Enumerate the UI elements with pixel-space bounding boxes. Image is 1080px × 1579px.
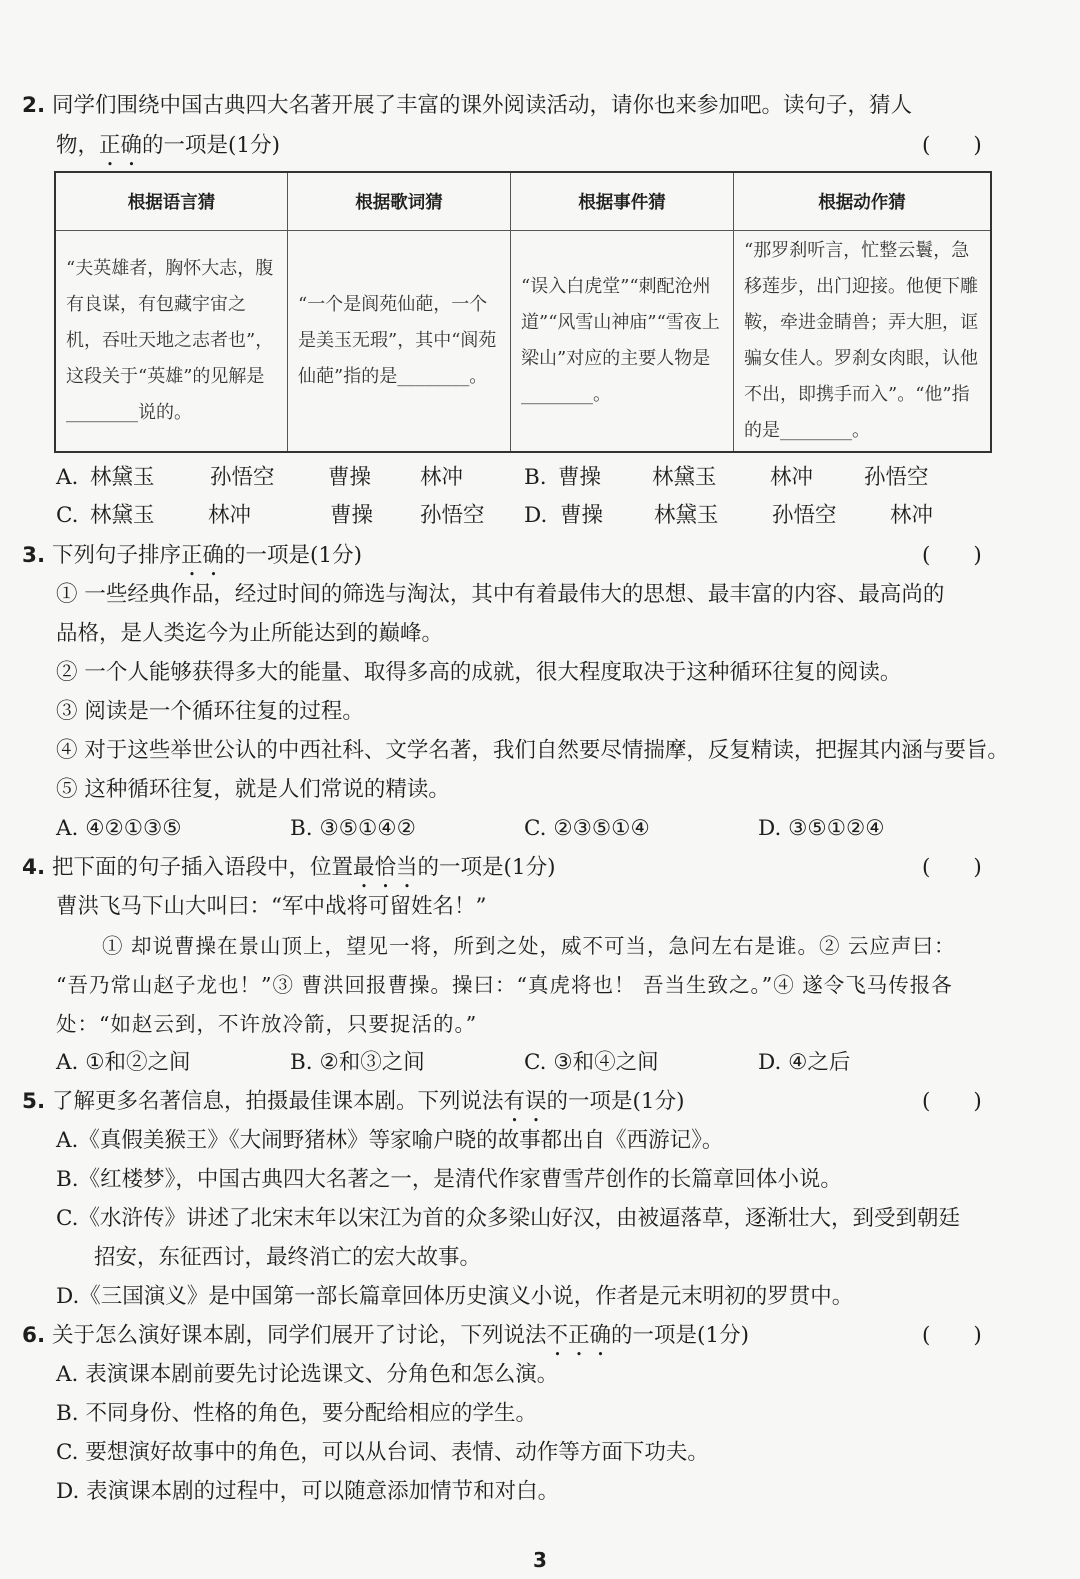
q6-stem (22, 1321, 749, 1361)
option-name: 林黛玉 (652, 465, 717, 490)
option-name: 孙悟空 (210, 465, 275, 490)
table-header: 根据歌词猜 (288, 172, 511, 231)
q2-stem-text: 同学们围绕中国古典四大名著开展了丰富的课外阅读活动，请你也来参加吧。读句子，猜人 (51, 93, 912, 118)
q5-emphasis: 有误 (503, 1089, 547, 1114)
q2-stem-line2 (56, 131, 280, 171)
q4-passage-line3: 处：“如赵云到，不许放冷箭，只要捉活的。” (56, 1012, 478, 1036)
q4-option-a[interactable]: A. ①和②之间 (56, 1050, 191, 1075)
q4-stem-part: 把下面的句子插入语段中，位置 (51, 855, 353, 880)
option-name: 孙悟空 (864, 465, 929, 490)
q5-option-d[interactable]: D.《三国演义》是中国第一部长篇章回体历史演义小说，作者是元末明初的罗贯中。 (56, 1284, 854, 1309)
table-header: 根据语言猜 (55, 172, 288, 231)
option-letter: B. (524, 465, 547, 490)
option-name: 林冲 (420, 465, 464, 490)
q3-sentence-5: ⑤ 这种循环往复，就是人们常说的精读。 (56, 777, 450, 802)
option-letter: D. (524, 503, 548, 528)
q3-sentence-3: ③ 阅读是一个循环往复的过程。 (56, 699, 364, 724)
q3-option-b[interactable]: B. ③⑤①④② (290, 816, 416, 841)
q3-sentence-2: ② 一个人能够获得多大的能量、取得多高的成就，很大程度取决于这种循环往复的阅读。 (56, 660, 902, 685)
table-cell: “误入白虎堂”“刺配沧州道”“风雪山神庙”“雪夜上梁山”对应的主要人物是________。 (511, 231, 734, 453)
option-name: 曹操 (328, 465, 372, 490)
q4-answer-paren[interactable]: ( ) (922, 855, 982, 880)
q3-sentence-1-cont: 品格，是人类迄今为止所能达到的巅峰。 (56, 621, 444, 646)
table-header: 根据事件猜 (511, 172, 734, 231)
q3-option-a[interactable]: A. ④②①③⑤ (56, 816, 182, 841)
q6-emphasis: 不正确 (546, 1323, 612, 1348)
q6-option-d[interactable]: D. 表演课本剧的过程中，可以随意添加情节和对白。 (56, 1479, 560, 1504)
q4-option-d[interactable]: D. ④之后 (758, 1050, 851, 1075)
q5-option-b[interactable]: B.《红楼梦》，中国古典四大名著之一，是清代作家曹雪芹创作的长篇章回体小说。 (56, 1167, 842, 1192)
q2-emphasis: 正确 (99, 133, 143, 158)
option-name: 孙悟空 (772, 503, 837, 528)
q3-stem-part: 的一项是(1分) (224, 543, 362, 568)
q4-option-c[interactable]: C. ③和④之间 (524, 1050, 659, 1075)
q4-number: 4. (22, 855, 46, 880)
q3-answer-paren[interactable]: ( ) (922, 543, 982, 568)
q3-stem (22, 541, 362, 581)
option-name: 曹操 (560, 503, 604, 528)
option-name: 林黛玉 (90, 465, 155, 490)
option-name: 林冲 (770, 465, 814, 490)
q3-sentence-4: ④ 对于这些举世公认的中西社科、文学名著，我们自然要尽情揣摩，反复精读，把握其内涵与要旨。 (56, 738, 1009, 763)
q3-option-c[interactable]: C. ②③⑤①④ (524, 816, 650, 841)
q6-option-c[interactable]: C. 要想演好故事中的角色，可以从台词、表情、动作等方面下功夫。 (56, 1440, 709, 1465)
option-name: 曹操 (558, 465, 602, 490)
q2-answer-paren[interactable]: ( ) (922, 133, 982, 158)
q2-guess-table (54, 171, 992, 453)
option-name: 孙悟空 (420, 503, 485, 528)
q5-stem-part: 了解更多名著信息，拍摄最佳课本剧。下列说法 (51, 1089, 504, 1114)
q4-emphasis: 最恰当 (353, 855, 418, 880)
q5-option-a[interactable]: A.《真假美猴王》《大闹野猪林》等家喻户晓的故事都出自《西游记》。 (56, 1128, 724, 1153)
q6-number: 6. (22, 1323, 46, 1348)
q5-stem (22, 1087, 684, 1127)
q3-sentence-1: ① 一些经典作品，经过时间的筛选与淘汰，其中有着最伟大的思想、最丰富的内容、最高尚的 (56, 582, 945, 607)
q4-insert-sentence: 曹洪飞马下山大叫曰：“军中战将可留姓名！” (56, 894, 487, 919)
option-name: 林冲 (208, 503, 252, 528)
q6-stem-part: 的一项是(1分) (611, 1323, 749, 1348)
q5-option-c[interactable]: C.《水浒传》讲述了北宋末年以宋江为首的众多梁山好汉，由被逼落草，逐渐壮大，到受到朝廷 (56, 1206, 961, 1231)
q3-option-d[interactable]: D. ③⑤①②④ (758, 816, 885, 841)
q4-option-b[interactable]: B. ②和③之间 (290, 1050, 425, 1075)
q2-stem-line1 (22, 91, 912, 121)
q6-option-b[interactable]: B. 不同身份、性格的角色，要分配给相应的学生。 (56, 1401, 537, 1426)
option-letter: C. (56, 503, 79, 528)
q4-passage-line2: “吾乃常山赵子龙也！”③ 曹洪回报曹操。操曰：“真虎将也！ 吾当生致之。”④ 遂令飞马传报各 (56, 973, 953, 997)
q5-stem-part: 的一项是(1分) (546, 1089, 685, 1114)
q6-stem-part: 关于怎么演好课本剧，同学们展开了讨论，下列说法 (51, 1323, 547, 1348)
q4-passage-line1: ① 却说曹操在景山顶上，望见一将，所到之处，威不可当，急问左右是谁。② 云应声曰： (102, 934, 956, 958)
option-name: 林黛玉 (90, 503, 155, 528)
q4-stem (22, 853, 555, 893)
option-name: 林黛玉 (654, 503, 719, 528)
q3-number: 3. (22, 543, 46, 568)
q2-number: 2. (22, 93, 46, 118)
table-header: 根据动作猜 (734, 172, 992, 231)
table-cell: “夫英雄者，胸怀大志，腹有良谋，有包藏宇宙之机，吞吐天地之志者也”，这段关于“英雄”的见解是________说的。 (55, 231, 288, 453)
q6-option-a[interactable]: A. 表演课本剧前要先讨论选课文、分角色和怎么演。 (56, 1362, 559, 1387)
table-cell: “那罗刹听言，忙整云鬟，急移莲步，出门迎接。他便下雕鞍，牵进金睛兽；弄大胆，诓骗女佳人。罗刹女肉眼，认他不出，即携手而入”。“他”指的是________。 (734, 231, 992, 453)
q4-stem-part: 的一项是(1分) (417, 855, 556, 880)
q5-number: 5. (22, 1089, 46, 1114)
q3-stem-part: 下列句子排序 (51, 543, 181, 568)
q5-answer-paren[interactable]: ( ) (922, 1089, 982, 1114)
q2-stem-part: 物， (56, 133, 100, 158)
option-name: 林冲 (890, 503, 934, 528)
table-cell: “一个是阆苑仙葩，一个是美玉无瑕”，其中“阆苑仙葩”指的是________。 (288, 231, 511, 453)
q2-stem-part: 的一项是(1分) (142, 133, 280, 158)
option-letter: A. (56, 465, 79, 490)
page-number: 3 (533, 1548, 547, 1572)
option-name: 曹操 (330, 503, 374, 528)
q6-answer-paren[interactable]: ( ) (922, 1323, 982, 1348)
q3-emphasis: 正确 (181, 543, 225, 568)
q5-option-c-cont: 招安，东征西讨，最终消亡的宏大故事。 (94, 1245, 482, 1270)
